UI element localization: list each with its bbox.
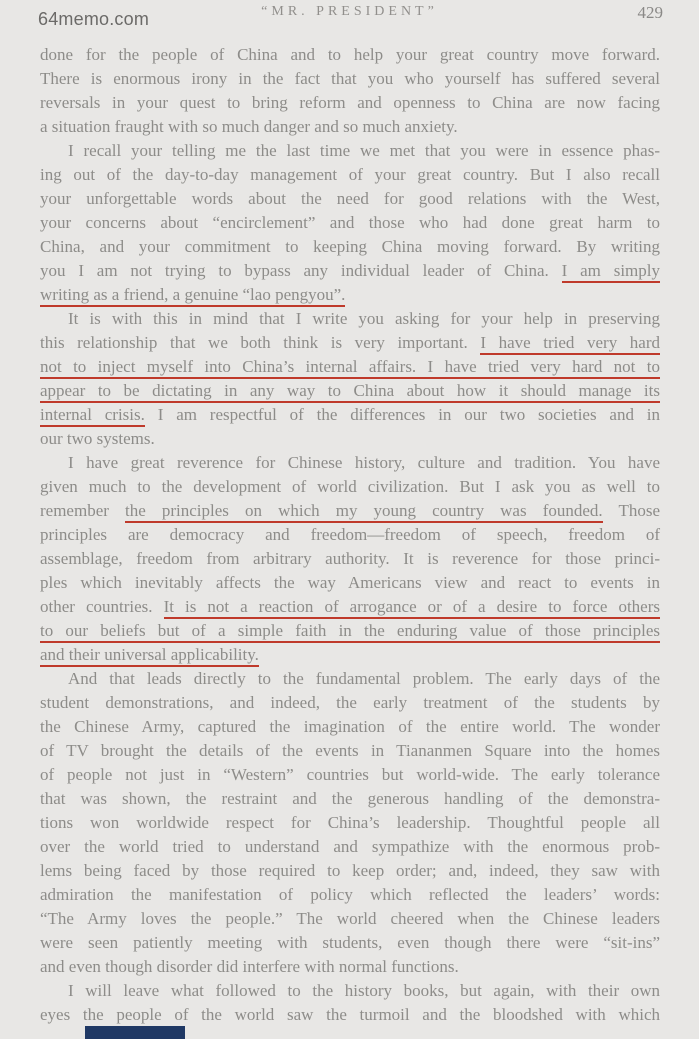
text-line <box>40 595 660 619</box>
text-line <box>40 859 660 883</box>
text-segment: that was shown, the restraint and the generous handling of the demonstra- <box>40 789 660 808</box>
text-segment: student demonstrations, and indeed, the early treatment of the students by <box>40 693 660 712</box>
text-line <box>40 451 660 475</box>
text-segment: ples which inevitably affects the way Americans view and react to events in <box>40 573 660 592</box>
text-line <box>40 163 660 187</box>
text-line <box>40 403 660 427</box>
text-segment: I am respectful of the differences in our two societies and in <box>144 405 660 424</box>
text-segment: of people not just in “Western” countries but world-wide. The early tolerance <box>40 765 660 784</box>
text-line <box>40 307 660 331</box>
underlined-passage: writing as a friend, a genuine “lao pengyou”. <box>40 285 345 307</box>
paragraph <box>40 979 660 1027</box>
running-title: “MR. PRESIDENT” <box>261 4 438 19</box>
text-segment: your concerns about “encirclement” and those who had done great harm to <box>40 213 660 232</box>
text-line <box>40 571 660 595</box>
text-line <box>40 715 660 739</box>
text-segment: the Chinese Army, captured the imagination of the entire world. The wonder <box>40 717 660 736</box>
text-line <box>40 523 660 547</box>
text-line <box>40 259 660 283</box>
text-segment: There is enormous irony in the fact that you who yourself has suffered several <box>40 69 660 88</box>
text-segment: assemblage, freedom from arbitrary authority. It is reverence for those princi- <box>40 549 660 568</box>
bottom-navy-bar <box>85 1026 185 1039</box>
text-segment: China, and your commitment to keeping China moving forward. By writing <box>40 237 660 256</box>
text-line <box>40 115 660 139</box>
page-number: 429 <box>637 3 663 22</box>
text-line <box>40 91 660 115</box>
text-line <box>40 379 660 403</box>
text-line <box>40 475 660 499</box>
text-segment: principles are democracy and freedom—freedom of speech, freedom of <box>40 525 660 544</box>
text-line <box>40 619 660 643</box>
text-segment: reversals in your quest to bring reform and openness to China are now facing <box>40 93 660 112</box>
text-segment: lems being faced by those required to keep order; and, indeed, they saw with <box>40 861 660 880</box>
text-line <box>40 739 660 763</box>
text-line <box>40 235 660 259</box>
text-line <box>40 331 660 355</box>
text-line <box>40 187 660 211</box>
paragraph <box>40 667 660 979</box>
paragraph <box>40 307 660 451</box>
text-segment: a situation fraught with so much danger and so much anxiety. <box>40 117 458 136</box>
watermark: 64memo.com <box>38 9 150 29</box>
paragraph <box>40 139 660 307</box>
underlined-passage: internal crisis. <box>40 405 145 427</box>
text-segment: were seen patiently meeting with students, even though there were “sit-ins” <box>40 933 660 952</box>
text-line <box>40 763 660 787</box>
body-text <box>40 43 660 1027</box>
text-line <box>40 643 660 667</box>
underlined-passage: It is not a reaction of arrogance or of a desire to force others <box>164 597 660 619</box>
text-segment: I will leave what followed to the history books, but again, with their own <box>68 981 660 1000</box>
underlined-passage: I have tried very hard <box>480 333 660 355</box>
text-segment: tions won worldwide respect for China’s leadership. Thoughtful people all <box>40 813 660 832</box>
text-segment: ing out of the day-to-day management of your great country. But I also recall <box>40 165 660 184</box>
text-line <box>40 547 660 571</box>
text-line <box>40 691 660 715</box>
text-line <box>40 427 660 451</box>
text-line <box>40 955 660 979</box>
text-line <box>40 355 660 379</box>
text-line <box>40 43 660 67</box>
paragraph <box>40 43 660 139</box>
text-segment: other countries. <box>40 597 164 616</box>
text-line <box>40 139 660 163</box>
text-segment: Those <box>602 501 660 520</box>
text-segment: done for the people of China and to help your great country move forward. <box>40 45 660 64</box>
underlined-passage: and their universal applicability. <box>40 645 259 667</box>
text-line <box>40 787 660 811</box>
text-segment: given much to the development of world civilization. But I ask you as well to <box>40 477 660 496</box>
text-line <box>40 835 660 859</box>
text-line <box>40 811 660 835</box>
underlined-passage: the principles on which my young country was founded. <box>125 501 603 523</box>
text-line <box>40 883 660 907</box>
text-segment: of TV brought the details of the events in Tiananmen Square into the homes <box>40 741 660 760</box>
text-line <box>40 283 660 307</box>
text-segment: eyes the people of the world saw the turmoil and the bloodshed with which <box>40 1005 660 1024</box>
underlined-passage: not to inject myself into China’s internal affairs. I have tried very hard not to <box>40 357 660 379</box>
text-segment: I have great reverence for Chinese history, culture and tradition. You have <box>68 453 660 472</box>
text-line <box>40 1003 660 1027</box>
text-segment: It is with this in mind that I write you asking for your help in preserving <box>68 309 660 328</box>
text-line <box>40 67 660 91</box>
underlined-passage: I am simply <box>562 261 660 283</box>
text-segment: remember <box>40 501 125 520</box>
underlined-passage: to our beliefs but of a simple faith in the enduring value of those principles <box>40 621 660 643</box>
text-line <box>40 499 660 523</box>
text-line <box>40 931 660 955</box>
text-line <box>40 979 660 1003</box>
text-line <box>40 211 660 235</box>
text-segment: I recall your telling me the last time we met that you were in essence phas- <box>68 141 660 160</box>
text-segment: you I am not trying to bypass any individual leader of China. <box>40 261 562 280</box>
text-segment: this relationship that we both think is very important. <box>40 333 481 352</box>
text-segment: and even though disorder did interfere with normal functions. <box>40 957 459 976</box>
text-segment: “The Army loves the people.” The world cheered when the Chinese leaders <box>40 909 660 928</box>
text-segment: admiration the manifestation of policy which reflected the leaders’ words: <box>40 885 660 904</box>
text-segment: And that leads directly to the fundamental problem. The early days of the <box>68 669 660 688</box>
underlined-passage: appear to be dictating in any way to China about how it should manage its <box>40 381 660 403</box>
text-line <box>40 907 660 931</box>
text-line <box>40 667 660 691</box>
page-header <box>0 0 699 40</box>
text-segment: over the world tried to understand and sympathize with the enormous prob- <box>40 837 660 856</box>
paragraph <box>40 451 660 667</box>
text-segment: our two systems. <box>40 429 155 448</box>
text-segment: your unforgettable words about the need for good relations with the West, <box>40 189 660 208</box>
